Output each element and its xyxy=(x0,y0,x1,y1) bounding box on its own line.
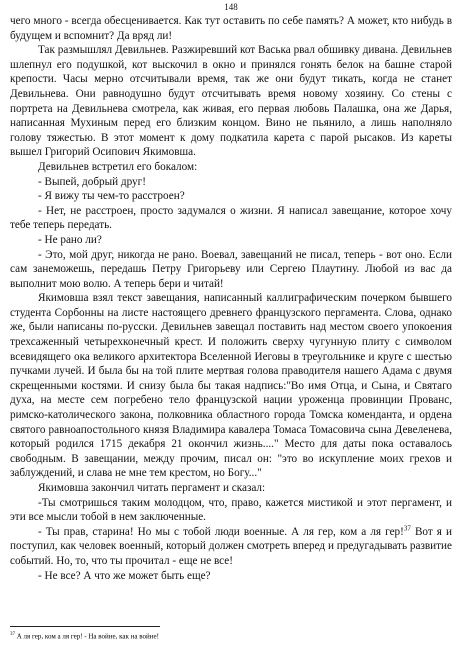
body-text xyxy=(10,14,452,583)
paragraph-text: - Не все? А что же может быть еще? xyxy=(38,569,211,582)
paragraph xyxy=(10,248,452,292)
paragraph-text: - Это, мой друг, никогда не рано. Воевал, завещаний не писал, теперь - вот оно. Если сам занеможешь, передашь Петру Григорьеву или Сергею Плаутину. Любой из вас да выполнит мою волю. А теперь бери и читай! xyxy=(10,248,452,290)
paragraph-text: -Ты смотришься таким молодцом, что, право, кажется мистикой и этот пергамент, и эти все мысли тобой в нем заключенные. xyxy=(10,496,452,524)
footnote-reference: 37 xyxy=(403,524,411,533)
paragraph xyxy=(10,189,452,204)
paragraph-text: чего много - всегда обесценивается. Как тут оставить по себе память? А может, кто нибудь в будущем и вспомнит? Да вряд ли! xyxy=(10,15,452,42)
footnote-number: 37 xyxy=(10,632,15,637)
footnote xyxy=(10,630,159,641)
paragraph-text: - Я вижу ты чем-то расстроен? xyxy=(38,190,185,203)
paragraph-text: - Не рано ли? xyxy=(38,233,102,246)
paragraph xyxy=(10,233,452,248)
paragraph xyxy=(10,291,452,481)
paragraph xyxy=(10,525,452,569)
paragraph-text: - Нет, не расстроен, просто задумался о жизни. Я написал завещание, которое хочу тебе теперь передать. xyxy=(10,204,452,232)
paragraph xyxy=(10,160,452,175)
footnote-divider xyxy=(10,626,160,627)
paragraph-text: Девильнев встретил его бокалом: xyxy=(38,160,198,173)
paragraph-text: Якимовша взял текст завещания, написанный каллиграфическим почерком бывшего студента Сорбонны на листе настоящего древнего французского пергамента. Слова, однако же, были написаны по-русски. Девильнев завещал поставить над местом своего упокоения трехсаженный четырехконечный крест. И положить сверху чугунную плиту с символом всевидящего ока великого архитектора Вселенной Иеговы в треугольнике и круге с шестью пучками лучей. И была бы на той плите мертвая голова праводителя нашего Адама с двумя скрещенными костями. И снизу была бы такая надпись:"Во имя Отца, и Сына, и Святаго духа, на месте сем погребено тело французской нации уроженца провинции Прованс, римско-католического закона, полковника областного города Томска коменданта, и ордена святого равноапостольного князя Владимира кавалера Томаса Томасовича сына Девеленева, который родился 1715 декабря 21 окончил жизнь...." Место для даты пока оставалось свободным. В завещании, между прочим, писал он: "это во искупление моих грехов и заблуждений, и слава не мне тем крестом, но Богу..." xyxy=(10,292,452,480)
paragraph-continuation: Вот я и поступил, как человек военный, который должен смотреть вперед и предугадывать развитие событий. Но, то, что ты прочитал - еще не все! xyxy=(10,525,453,567)
paragraph-text: - Ты прав, старина! Но мы с тобой люди военные. А ля гер, ком а ля гер! xyxy=(38,525,404,538)
paragraph xyxy=(10,14,452,43)
paragraph xyxy=(10,175,452,190)
footnote-text: А ля гер, ком а ля гер! - На войне, как на войне! xyxy=(16,632,159,641)
paragraph-text: Так размышлял Девильнев. Разжиревший кот Васька рвал обшивку дивана. Девильнев шлепнул его подушкой, кот выскочил в окно и принялся гонять белок на башне старой крепости. Часы мерно отсчитывали время, так же они будут тикать, когда не станет Девильнева. Они равнодушно будут отсчитывать время новому хозяину. Со стены с портрета на Девильнева смотрела, как живая, его первая любовь Палашка, она же Дарья, написанная Мухиным перед его близким концом. Вино не пьянило, а лишь наполняло голову тяжестью. В этот момент к дому подкатила карета с парой рысаков. Из кареты вышел Григорий Осипович Якимовша. xyxy=(10,44,452,159)
paragraph xyxy=(10,204,452,233)
paragraph xyxy=(10,481,452,496)
paragraph xyxy=(10,43,452,160)
paragraph xyxy=(10,496,452,525)
paragraph-text: Якимовша закончил читать пергамент и сказал: xyxy=(38,482,266,494)
paragraph xyxy=(10,569,452,584)
page-number: 148 xyxy=(224,2,238,12)
paragraph-text: - Выпей, добрый друг! xyxy=(38,175,146,188)
